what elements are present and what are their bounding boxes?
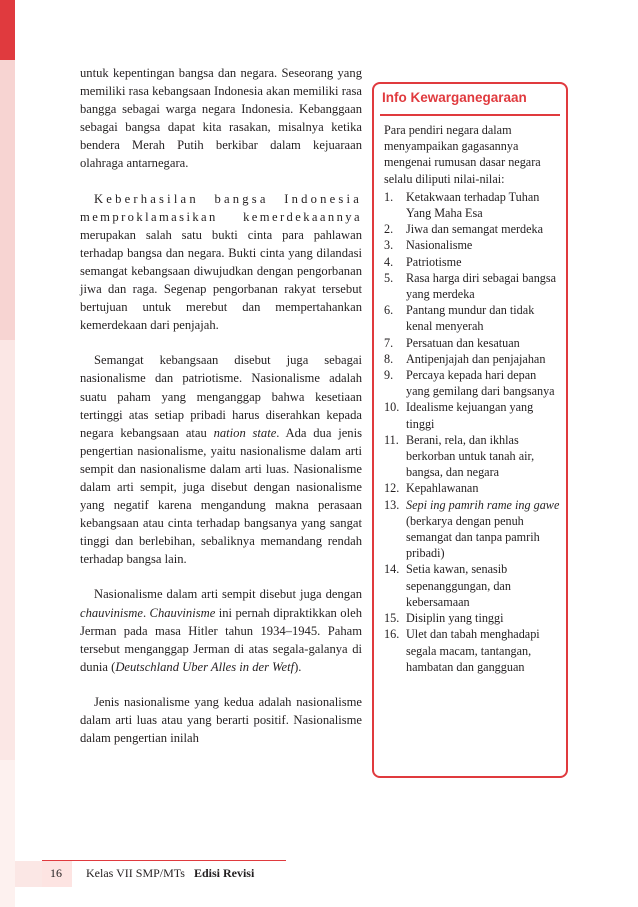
list-item-text: Kepahlawanan bbox=[406, 481, 479, 496]
list-item bbox=[384, 480, 562, 496]
list-item-text bbox=[406, 497, 562, 562]
paragraph-5: Jenis nasionalisme yang kedua adalah nasionalisme dalam arti luas atau yang berarti positif. Nasionalisme dalam pengertian inilah bbox=[80, 694, 362, 746]
paragraph-4-part-d: ). bbox=[294, 659, 302, 674]
list-item-number: 4. bbox=[384, 254, 394, 269]
list-item-text: Persatuan dan kesatuan bbox=[406, 335, 520, 350]
list-item bbox=[384, 351, 562, 367]
footer-edition: Edisi Revisi bbox=[193, 866, 255, 880]
info-box-title: Info Kewarganegaraan bbox=[382, 90, 527, 105]
list-item-number: 11. bbox=[384, 432, 399, 447]
list-item bbox=[384, 561, 562, 610]
info-box-divider bbox=[380, 114, 560, 116]
list-item bbox=[384, 367, 562, 399]
list-item-number: 10. bbox=[384, 400, 400, 415]
paragraph-4-part-b: . bbox=[142, 605, 150, 620]
left-margin-bar-pink bbox=[0, 60, 15, 340]
info-values-list bbox=[384, 189, 562, 675]
list-item-text: Pantang mundur dan tidak kenal menyerah bbox=[406, 303, 535, 334]
list-item-number: 15. bbox=[384, 611, 400, 626]
list-item-number: 16. bbox=[384, 627, 400, 642]
list-item-number: 14. bbox=[384, 562, 400, 577]
paragraph-2-line-2: memproklamasikan kemerdekaannya bbox=[80, 209, 362, 224]
list-item-number: 8. bbox=[384, 351, 394, 366]
list-item bbox=[384, 221, 562, 237]
list-item-number: 5. bbox=[384, 270, 394, 285]
list-item-number: 12. bbox=[384, 481, 400, 496]
main-text-column bbox=[80, 64, 362, 764]
list-item bbox=[384, 254, 562, 270]
list-item-text: Patriotisme bbox=[406, 254, 462, 269]
footer-margin-block bbox=[15, 861, 42, 887]
list-item bbox=[384, 237, 562, 253]
paragraph-3 bbox=[80, 351, 362, 568]
list-item-text: Ketakwaan terhadap Tuhan Yang Maha Esa bbox=[406, 189, 540, 221]
paragraph-4-part-a: Nasionalisme dalam arti sempit disebut juga dengan bbox=[94, 587, 362, 602]
footer-book-title bbox=[86, 866, 254, 881]
list-item-text: Berani, rela, dan ikhlas berkorban untuk tanah air, bangsa, dan negara bbox=[406, 432, 535, 480]
list-item-text: Nasionalisme bbox=[406, 238, 473, 253]
list-item-text: Jiwa dan semangat merdeka bbox=[406, 222, 544, 237]
paragraph-4-emphasis-2: Chauvinisme bbox=[149, 605, 216, 620]
list-item-text: Ulet dan tabah menghadapi segala macam, tantangan, hambatan dan gangguan bbox=[406, 627, 540, 674]
list-item-text: Setia kawan, senasib sepenanggungan, dan kebersamaan bbox=[406, 562, 511, 609]
info-box-body bbox=[384, 122, 562, 675]
list-item-number: 13. bbox=[384, 497, 400, 512]
list-item bbox=[384, 497, 562, 562]
paragraph-2-rest: merupakan salah satu bukti cinta para pahlawan terhadap bangsa dan negara. Bukti cinta yang dilandasi semangat kebangsaan diwujudkan dengan pengorbanan jiwa dan raga. Segenap pengorbanan rakyat tersebut bertujuan untuk merebut dan mempertahankan kemerdekaan dari penjajah. bbox=[80, 227, 362, 333]
paragraph-1: untuk kepentingan bangsa dan negara. Seseorang yang memiliki rasa kebangsaan Indonesia akan memiliki rasa bangga sebagai warga negara Indonesia. Kebanggaan sebagai bangsa dapat kita rasakan, misalnya ketika bendera Merah Putih berkibar dalam kejuaraan olahraga antarnegara. bbox=[80, 66, 362, 171]
list-item bbox=[384, 189, 562, 221]
paragraph-2-line-1: Keberhasilan bangsa Indonesia bbox=[94, 191, 362, 206]
left-margin-bar-light bbox=[0, 340, 15, 760]
list-item-number: 1. bbox=[384, 189, 394, 204]
paragraph-4 bbox=[80, 585, 362, 675]
list-item-text: Rasa harga diri sebagai bangsa yang merdeka bbox=[406, 270, 557, 302]
list-item bbox=[384, 302, 562, 334]
info-box-intro: Para pendiri negara dalam menyampaikan gagasannya mengenai rumusan dasar negara selalu diliputi nilai-nilai: bbox=[384, 123, 541, 186]
list-item-text: Antipenjajah dan penjajahan bbox=[406, 351, 546, 366]
list-item-text: Disiplin yang tinggi bbox=[406, 611, 504, 626]
paragraph-3-emphasis: nation state bbox=[213, 425, 277, 440]
list-item-text-rest: (berkarya dengan penuh semangat dan tanpa pamrih pribadi) bbox=[406, 513, 540, 561]
list-item-number: 7. bbox=[384, 335, 394, 350]
paragraph-3-part-b: . Ada dua jenis pengertian nasionalisme, yaitu nasionalisme dalam arti sempit dan nasionalisme dalam arti luas. Nasionalisme dalam arti sempit, juga disebut dengan nasionalisme yang negatif karena mengandung makna perasaan kebangsaan atau cinta terhadap bangsanya yang sangat tinggi dan berlebihan, sebaliknya memandang rendah terhadap bangsa lain. bbox=[80, 425, 362, 567]
paragraph-4-part-c: ini pernah dipraktikkan oleh Jerman pada masa Hitler tahun 1934–1945. Paham tersebut menganggap Jerman di atas segala-galanya di dunia ( bbox=[80, 605, 362, 674]
list-item-number: 3. bbox=[384, 238, 394, 253]
list-item bbox=[384, 399, 562, 431]
list-item-emphasis: Sepi ing pamrih rame ing gawe bbox=[406, 497, 560, 512]
left-margin-bar-red bbox=[0, 0, 15, 60]
left-margin-bar-lightest bbox=[0, 760, 15, 907]
list-item-number: 6. bbox=[384, 303, 394, 318]
list-item bbox=[384, 270, 562, 302]
list-item bbox=[384, 626, 562, 675]
list-item bbox=[384, 610, 562, 626]
list-item-number: 9. bbox=[384, 368, 394, 383]
paragraph-2 bbox=[80, 190, 362, 335]
list-item-number: 2. bbox=[384, 222, 394, 237]
list-item bbox=[384, 335, 562, 351]
list-item-text: Percaya kepada hari depan yang gemilang dari bangsanya bbox=[406, 368, 555, 399]
footer-book: Kelas VII SMP/MTs bbox=[86, 866, 185, 880]
paragraph-3-part-a: Semangat kebangsaan disebut juga sebagai nasionalisme dan patriotisme. Nasionalisme adalah suatu paham yang menganggap bahwa kesetiaan tertinggi atas setiap pribadi harus diserahkan kepada negara kebangsaan atau bbox=[80, 353, 362, 440]
page-number: 16 bbox=[50, 866, 62, 880]
info-box bbox=[372, 82, 568, 778]
list-item-text: Idealisme kejuangan yang tinggi bbox=[406, 400, 534, 431]
list-item bbox=[384, 432, 562, 481]
paragraph-4-emphasis-1: chauvinisme bbox=[80, 605, 143, 620]
paragraph-4-emphasis-3: Deutschland Uber Alles in der Wetf bbox=[115, 659, 295, 674]
